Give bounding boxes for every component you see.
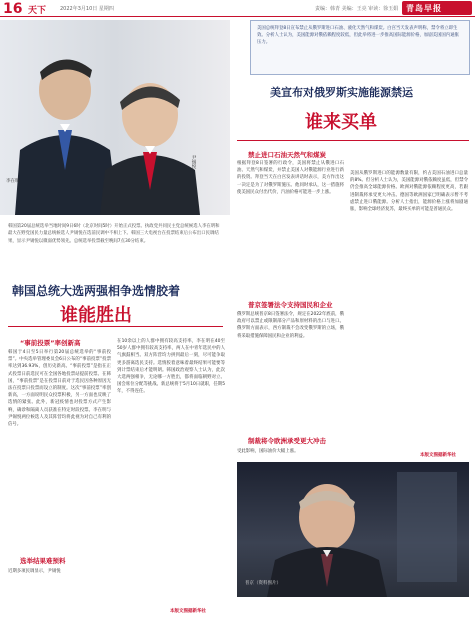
subhead-right-2: 普京签署法令支持国民和企业 (248, 301, 333, 309)
subhead-left-1: “事前投票”率创新高 (20, 339, 81, 347)
photo-caption-left: 李在明 (6, 179, 20, 184)
divider-right (237, 140, 469, 141)
subhead-right-1: 禁止进口石油天然气和煤炭 (248, 151, 326, 159)
editors-line: 责编：韩青 美编：王亮 审读：徐玉娟 (315, 6, 399, 12)
endnote-left: 本版文图据新华社 (170, 609, 206, 614)
article-left-col1: 韩国于4日至5日举行第20届总统选举的“事前投票”。中央选举管理委员会6日公布的“事前投票”投票率达到36.93%，创历史新高。“事前投票”是指在正式投票日前选民可在全国各地投票站提前投票。在韩国，“事前投票”是在投票日前对于选民因各种原因无法在投票日投票而设立的制度。这次“事前投票”率创新高，一方面说明民众投票积极，另一方面也反映了选情的紧张。此外，新冠疫情也对投票方式产生影响，确诊和隔离人员获准在特定时段投票。李在明与尹锡悦两位候选人及其阵营均将此视为对自己有利的信号。 (8, 350, 111, 428)
page-number: 16 (3, 1, 23, 17)
lead-paragraph-left: 韩国第20届总统选举当地时间9日6时（北京时间5时）开始正式投票。执政党共同民主党总统候选人李在明和最大在野党国民力量总统候选人尹锡悦在选前民调中不相上下。韩国三大电视台在投票结束后公布出口民调结果，显示尹锡悦以微弱优势领先。总统选举投票截至晚间7点30分结束。 (8, 224, 220, 244)
logo-text: 青岛早报 (406, 4, 442, 13)
divider-left (8, 326, 223, 327)
section-name: 天下 (28, 6, 47, 16)
subhead-left-2: 选举结果难预料 (20, 557, 66, 565)
photo-caption-right: 尹锡悦 (191, 155, 196, 169)
headline-right-top: 美宣布对俄罗斯实施能源禁运 (270, 86, 413, 99)
page-header (0, 0, 475, 17)
candidates-photo (0, 20, 230, 215)
article-left-col2: 在10余以上的人群中拥有较高支持率，李在明在40至50岁人群中拥有较高支持率，两人在中青年选民中的人气旗鼓相当。双方阵营均力拼到最后一刻，尽可能争取更多游离选民支持。选情胶着意味着最终结果可能要等到计票结束后才能明朗。韩国政治观察人士认为，此次大选两强相争，无论哪一方胜出，都将面临朝野对立、国会席位分配等挑战。新总统将于5月10日就职，任期5年，不得连任。 (117, 339, 225, 395)
article-left-col1b: 近期多项民调显示，尹锡悦 (8, 569, 61, 574)
endnote-right: 本版文图据新华社 (420, 453, 456, 458)
article-right-col3c: 受此影响，国际油价大幅上涨。 (237, 449, 299, 454)
headline-right-main: 谁来买单 (305, 112, 377, 133)
article-right-col4: 美国从俄罗斯进口的能源数量有限，约占美国石油进口总量的8%。但分析人士认为，美国能源对俄依赖度虽低，但禁令仍会推高全球能源价格。欧洲对俄能源依赖程度更高，若跟进制裁将承受更大冲击。德国等欧洲国家已明确表示暂不考虑禁止进口俄能源。分析人士指出，能源价格上涨将加剧通胀，影响全球经济复苏，最终买单的可能是普通民众。 (350, 171, 468, 213)
putin-photo (237, 462, 469, 597)
subhead-right-3: 制裁将令欧洲承受更大冲击 (248, 437, 326, 445)
headline-left-main: 谁能胜出 (60, 305, 132, 326)
intro-box-right: 美国总统拜登8日宣布禁止从俄罗斯进口石油、液化天然气和煤炭。白宫当天发表声明称，禁令将立即生效。分析人士认为，美国能源对俄依赖程度较低，但此举将进一步推高国际能源价格，加剧美国国内通胀压力。 (250, 20, 470, 75)
photo-caption-putin: 普京（资料图片） (245, 581, 281, 586)
headline-left-top: 韩国总统大选两强相争选情胶着 (12, 284, 181, 298)
issue-date: 2022年3月10日 星期四 (60, 6, 114, 12)
newspaper-logo (402, 1, 472, 15)
article-right-col3a: 根据拜登8日签署的行政令，美国将禁止从俄进口石油、天然气和煤炭，并禁止美国人对俄能源行业进行新的投资。拜登当天在白宫发表讲话时表示，美方作出这一决定是为了对俄罗斯施压。他同时承认，这一措施将使美国民众付出代价，汽油价格可能进一步上涨。 (237, 161, 344, 195)
article-right-col3b: 俄罗斯总统普京8日签署法令，规定在2022年底前，俄政府可以禁止或限制部分产品和原材料的出口与进口。俄罗斯方面表示，西方制裁不会改变俄罗斯的立场，俄将采取措施保障国民和企业的利益。 (237, 312, 344, 339)
